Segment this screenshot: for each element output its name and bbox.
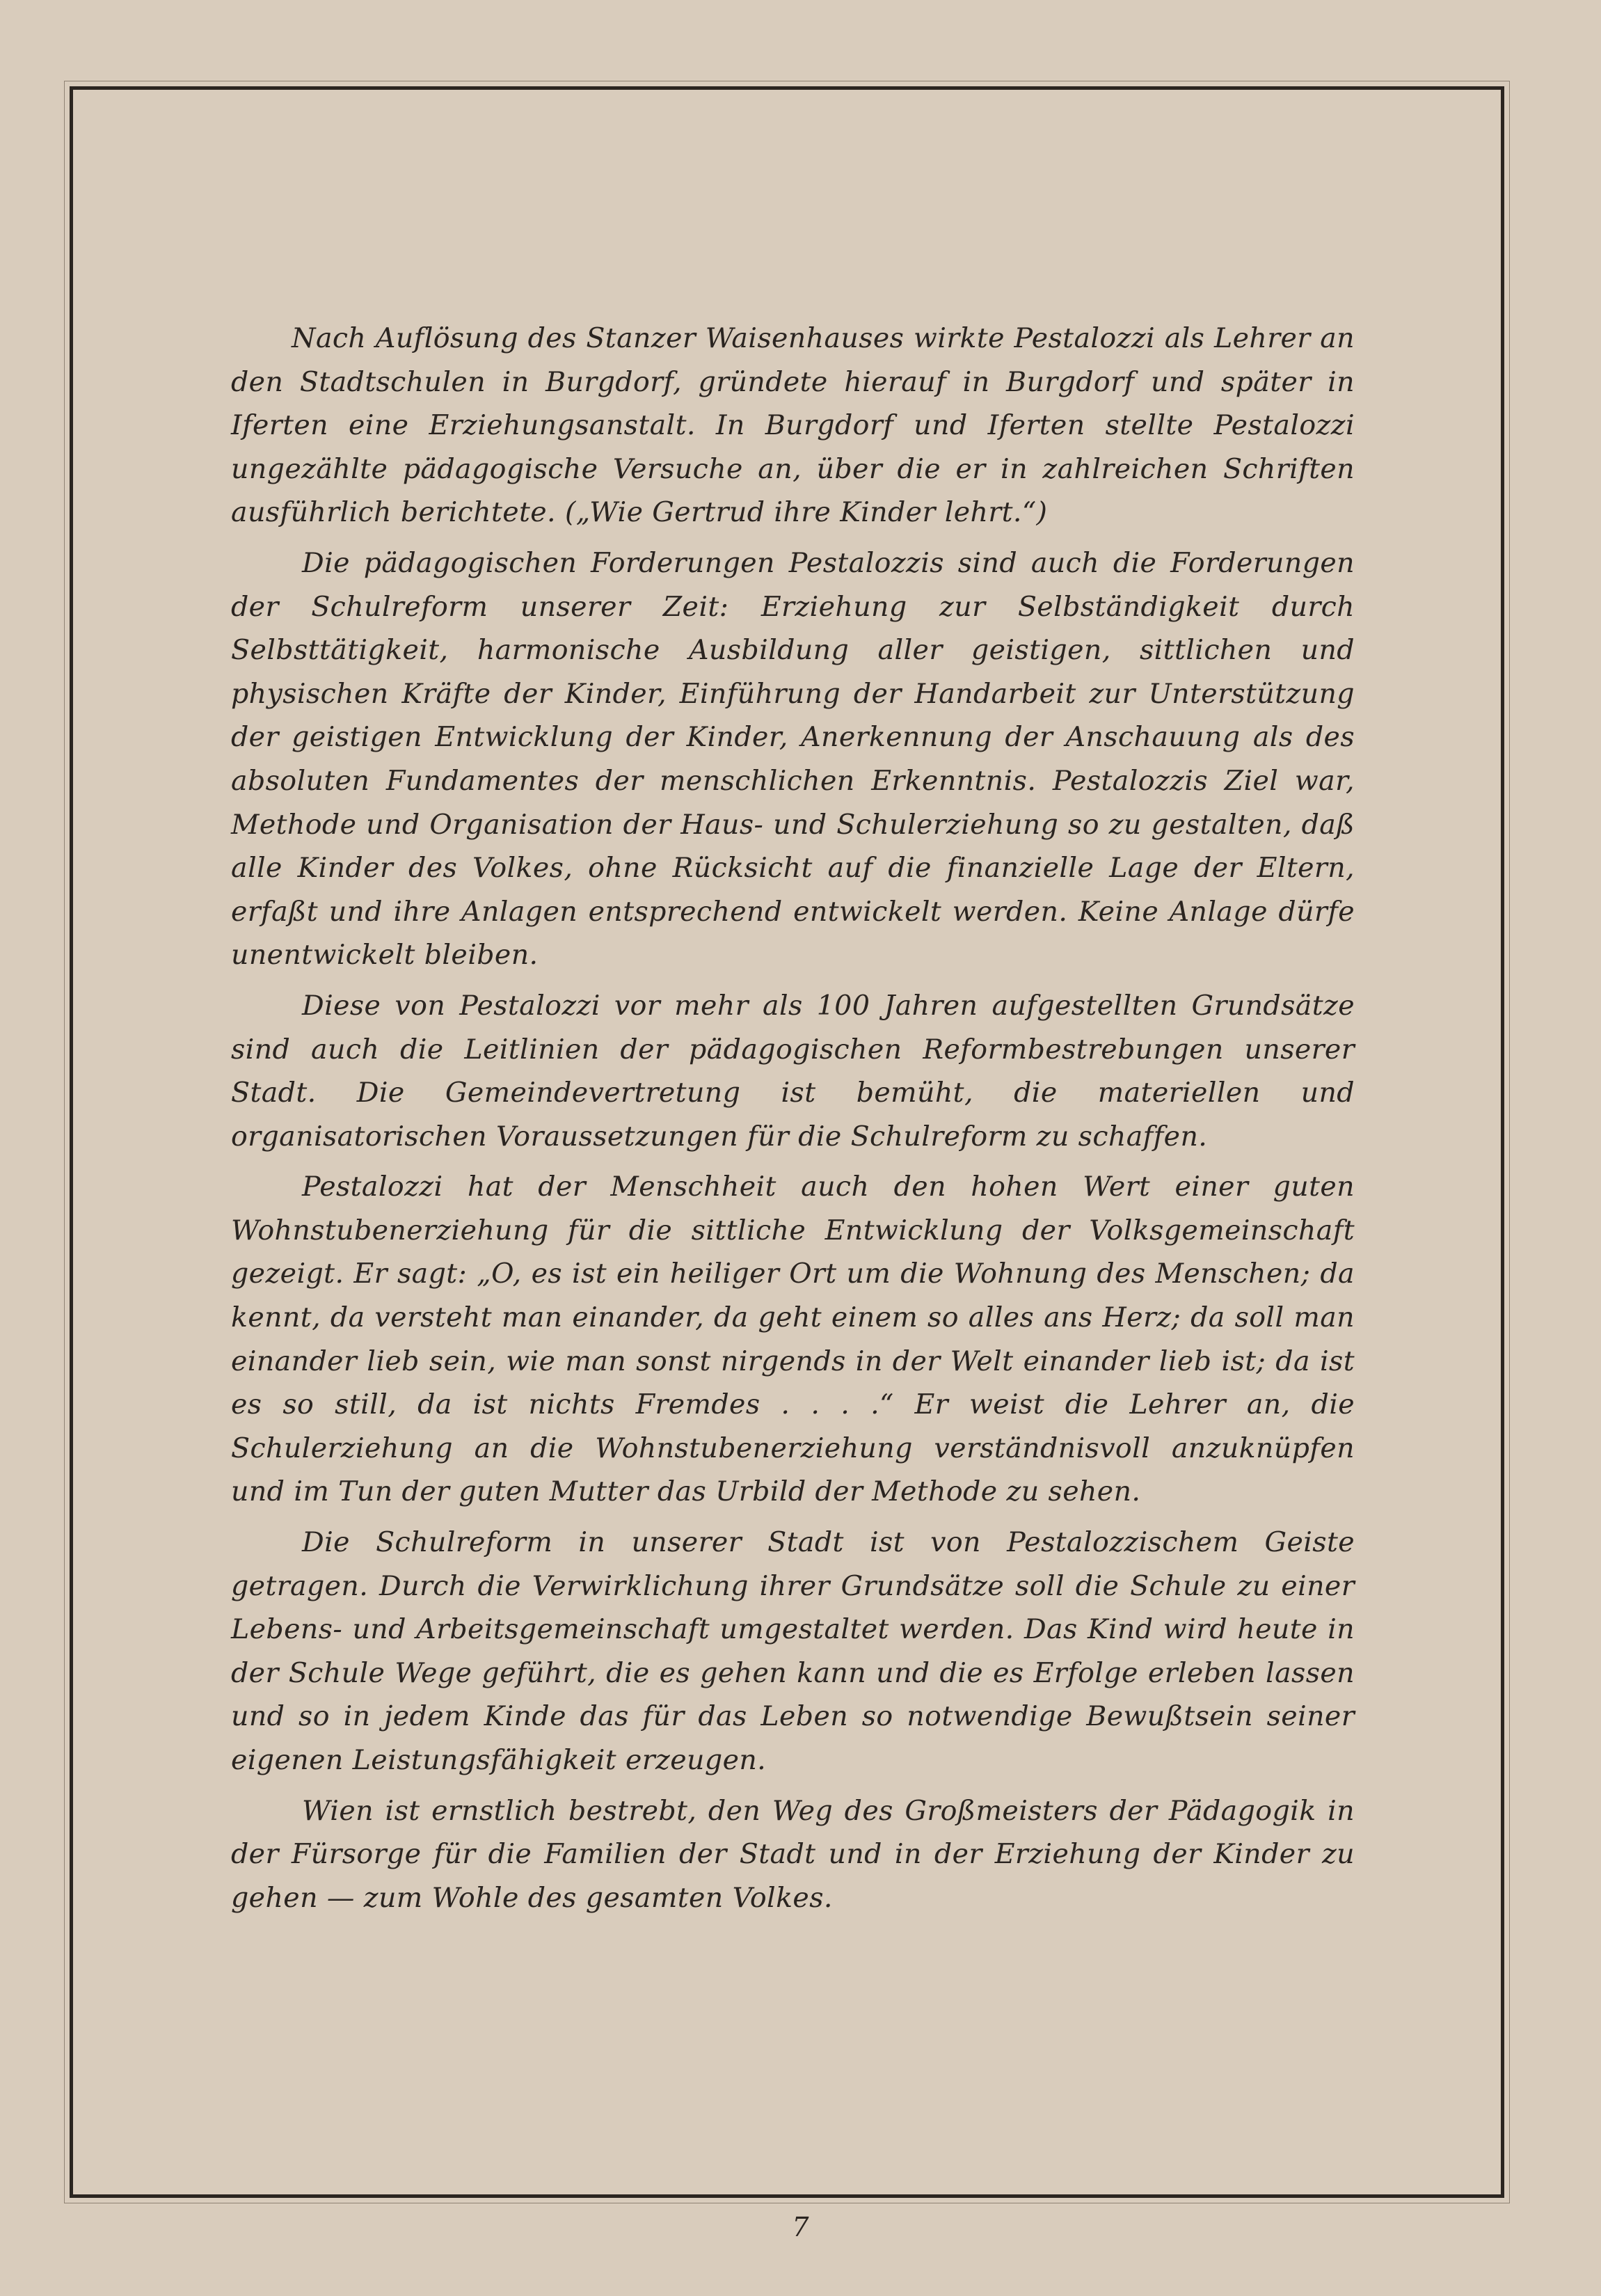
paragraph: Die pädagogischen Forderungen Pestalozzis sind auch die Forderungen der Schulreform unserer Zeit: Erziehung zur Selbständigkeit durch Selbsttätigkeit, harmonische Ausbildung aller geistigen, sittlichen und physischen Kräfte der Kinder, Einführung der Handarbeit zur Unterstützung der geistigen Entwicklung der Kinder, Anerkennung der Anschauung als des absoluten Fundamentes der menschlichen Erkenntnis. Pestalozzis Ziel war, Methode und Organisation der Haus- und Schulerziehung so zu gestalten, daß alle Kinder des Volkes, ohne Rücksicht auf die finanzielle Lage der Eltern, erfaßt und ihre Anlagen entsprechend entwickelt werden. Keine Anlage dürfe unentwickelt bleiben. (231, 546, 1355, 972)
page-number: 7 (792, 2212, 809, 2242)
body-text (231, 317, 1355, 1926)
paragraph: Nach Auflösung des Stanzer Waisenhauses wirkte Pestalozzi als Lehrer an den Stadtschulen in Burgdorf, gründete hierauf in Burgdorf und später in Iferten eine Erziehungsanstalt. In Burgdorf und Iferten stellte Pestalozzi ungezählte pädagogische Versuche an, über die er in zahlreichen Schriften ausführlich berichtete. („Wie Gertrud ihre Kinder lehrt.“) (231, 322, 1355, 529)
paragraph: Pestalozzi hat der Menschheit auch den hohen Wert einer guten Wohnstubenerziehung für die sittliche Entwicklung der Volksgemeinschaft gezeigt. Er sagt: „O, es ist ein heiliger Ort um die Wohnung des Menschen; da kennt, da versteht man einander, da geht einem so alles ans Herz; da soll man einander lieb sein, wie man sonst nirgends in der Welt einander lieb ist; da ist es so still, da ist nichts Fremdes . . . .“ Er weist die Lehrer an, die Schulerziehung an die Wohnstubenerziehung verständnisvoll anzuknüpfen und im Tun der guten Mutter das Urbild der Methode zu sehen. (231, 1171, 1355, 1508)
paragraph: Die Schulreform in unserer Stadt ist von Pestalozzischem Geiste getragen. Durch die Verwirklichung ihrer Grundsätze soll die Schule zu einer Lebens- und Arbeitsgemeinschaft umgestaltet werden. Das Kind wird heute in der Schule Wege geführt, die es gehen kann und die es Erfolge erleben lassen und so in jedem Kinde das für das Leben so notwendige Bewußtsein seiner eigenen Leistungsfähigkeit erzeugen. (231, 1526, 1355, 1776)
paragraph: Diese von Pestalozzi vor mehr als 100 Jahren aufgestellten Grundsätze sind auch die Leitlinien der pädagogischen Reformbestrebungen unserer Stadt. Die Gemeindevertretung ist bemüht, die materiellen und organisatorischen Voraussetzungen für die Schulreform zu schaffen. (231, 989, 1355, 1153)
paragraph: Wien ist ernstlich bestrebt, den Weg des Großmeisters der Pädagogik in der Fürsorge für die Familien der Stadt und in der Erziehung der Kinder zu gehen — zum Wohle des gesamten Volkes. (231, 1794, 1355, 1914)
